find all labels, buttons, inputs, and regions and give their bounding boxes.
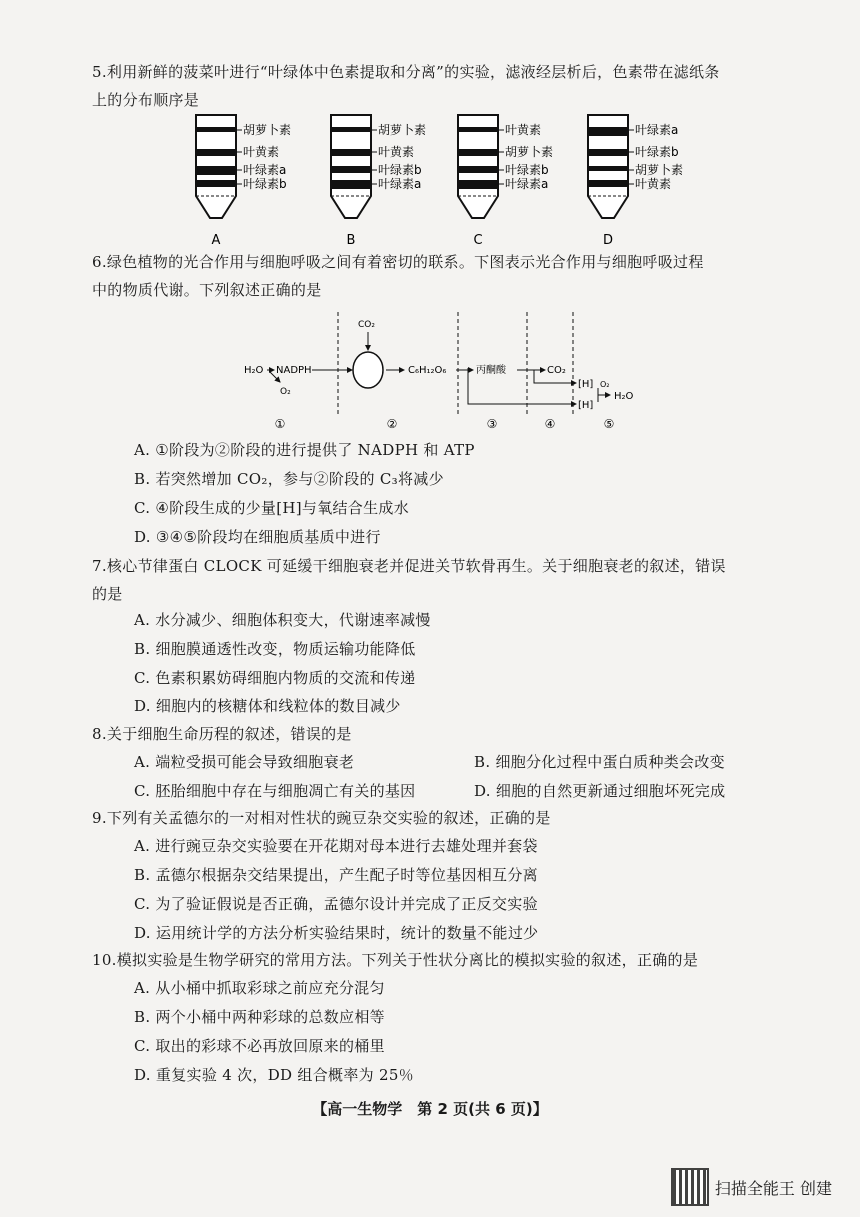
- o2-left-label: O₂: [280, 387, 291, 397]
- strip-c: [458, 115, 553, 248]
- q10-option-c: C. 取出的彩球不必再放回原来的桶里: [134, 1037, 385, 1055]
- stage-5-label: ⑤: [603, 417, 615, 431]
- strip-d-band-3: 胡萝卜素: [635, 163, 684, 177]
- stage-1-label: ①: [274, 417, 286, 431]
- q6-stem-line2: 中的物质代谢。下列叙述正确的是: [92, 281, 322, 299]
- pyruvate-label: 丙酮酸: [476, 365, 506, 376]
- nadph-label: NADPH: [276, 365, 312, 376]
- calvin-cycle-circle: [353, 352, 383, 388]
- strip-c-band-4: 叶绿素a: [505, 177, 549, 191]
- q9-option-a: A. 进行豌豆杂交实验要在开花期对母本进行去雄处理并套袋: [134, 837, 538, 855]
- h2o-left-label: H₂O: [244, 365, 264, 376]
- strip-c-band-1: 叶黄素: [505, 123, 542, 137]
- strip-a: [196, 115, 291, 248]
- strip-c-band-3: 叶绿素b: [505, 163, 549, 177]
- o2-right-label: O₂: [600, 380, 610, 389]
- scanner-watermark: [671, 1168, 832, 1206]
- q10-option-b: B. 两个小桶中两种彩球的总数应相等: [134, 1008, 385, 1026]
- strip-a-band-4: 叶绿素b: [243, 177, 287, 191]
- q7-option-c: C. 色素积累妨碍细胞内物质的交流和传递: [134, 669, 416, 687]
- strip-a-band-3: 叶绿素a: [243, 163, 287, 177]
- h2o-right-label: H₂O: [614, 391, 634, 402]
- stage-3-label: ③: [486, 417, 498, 431]
- q7-option-d: D. 细胞内的核糖体和线粒体的数目减少: [134, 697, 401, 715]
- q6-option-d: D. ③④⑤阶段均在细胞质基质中进行: [134, 528, 381, 546]
- co2-right-label: CO₂: [547, 365, 566, 376]
- strip-d-band-4: 叶黄素: [635, 177, 672, 191]
- page-footer: 【高一生物学 第 2 页(共 6 页)】: [312, 1100, 548, 1118]
- q6-metabolism-diagram: [240, 310, 680, 435]
- co2-top-label: CO₂: [358, 320, 375, 330]
- q6-option-b: B. 若突然增加 CO₂，参与②阶段的 C₃将减少: [134, 470, 444, 488]
- strip-b-band-2: 叶黄素: [378, 145, 415, 159]
- q9-option-b: B. 孟德尔根据杂交结果提出，产生配子时等位基因相互分离: [134, 866, 538, 884]
- strip-c-band-2: 胡萝卜素: [505, 145, 554, 159]
- watermark-text: 扫描全能王 创建: [714, 1178, 832, 1198]
- strip-c-letter: C: [473, 233, 483, 248]
- q10-option-d: D. 重复实验 4 次，DD 组合概率为 25％: [134, 1066, 414, 1084]
- q5-strips-figure: [190, 112, 730, 252]
- strip-b-band-3: 叶绿素b: [378, 163, 422, 177]
- h-label-1: [H]: [578, 379, 594, 390]
- q7-option-b: B. 细胞膜通透性改变，物质运输功能降低: [134, 640, 416, 658]
- q8-option-b: B. 细胞分化过程中蛋白质种类会改变: [474, 753, 725, 771]
- q6-stem-line1: 6.绿色植物的光合作用与细胞呼吸之间有着密切的联系。下图表示光合作用与细胞呼吸过程: [92, 253, 704, 271]
- q9-option-d: D. 运用统计学的方法分析实验结果时，统计的数量不能过少: [134, 924, 539, 942]
- strip-b-letter: B: [346, 233, 356, 248]
- q6-option-a: A. ①阶段为②阶段的进行提供了 NADPH 和 ATP: [134, 441, 475, 459]
- strip-b: [331, 115, 426, 248]
- strip-d-letter: D: [602, 233, 614, 248]
- stage-4-label: ④: [544, 417, 556, 431]
- q10-option-a: A. 从小桶中抓取彩球之前应充分混匀: [134, 979, 385, 997]
- strip-b-band-4: 叶绿素a: [378, 177, 422, 191]
- q6-option-c: C. ④阶段生成的少量[H]与氧结合生成水: [134, 499, 410, 517]
- stage-2-label: ②: [386, 417, 398, 431]
- q8-option-a: A. 端粒受损可能会导致细胞衰老: [134, 753, 355, 771]
- q5-stem-line1: 5.利用新鲜的菠菜叶进行“叶绿体中色素提取和分离”的实验，滤液经层析后，色素带在滤纸条: [92, 63, 720, 81]
- strip-a-letter: A: [211, 233, 221, 248]
- qr-code-icon: [671, 1168, 709, 1206]
- q8-stem: 8.关于细胞生命历程的叙述，错误的是: [92, 725, 352, 743]
- q9-stem: 9.下列有关孟德尔的一对相对性状的豌豆杂交实验的叙述，正确的是: [92, 809, 551, 827]
- q7-option-a: A. 水分减少、细胞体积变大，代谢速率减慢: [134, 611, 431, 629]
- q9-option-c: C. 为了验证假说是否正确，孟德尔设计并完成了正反交实验: [134, 895, 538, 913]
- q7-stem-line1: 7.核心节律蛋白 CLOCK 可延缓干细胞衰老并促进关节软骨再生。关于细胞衰老的叙述，错误: [92, 557, 726, 575]
- strip-d-band-2: 叶绿素b: [635, 145, 679, 159]
- q7-stem-line2: 的是: [92, 585, 123, 603]
- q5-stem-line2: 上的分布顺序是: [92, 91, 200, 109]
- strip-a-band-1: 胡萝卜素: [243, 123, 292, 137]
- q10-stem: 10.模拟实验是生物学研究的常用方法。下列关于性状分离比的模拟实验的叙述，正确的是: [92, 951, 699, 969]
- strip-b-band-1: 胡萝卜素: [378, 123, 427, 137]
- h-label-2: [H]: [578, 400, 594, 411]
- strip-d: [588, 115, 683, 248]
- strip-a-band-2: 叶黄素: [243, 145, 280, 159]
- q8-option-c: C. 胚胎细胞中存在与细胞凋亡有关的基因: [134, 782, 416, 800]
- strip-d-band-1: 叶绿素a: [635, 123, 679, 137]
- q8-option-d: D. 细胞的自然更新通过细胞坏死完成: [474, 782, 726, 800]
- glucose-label: C₆H₁₂O₆: [408, 365, 447, 376]
